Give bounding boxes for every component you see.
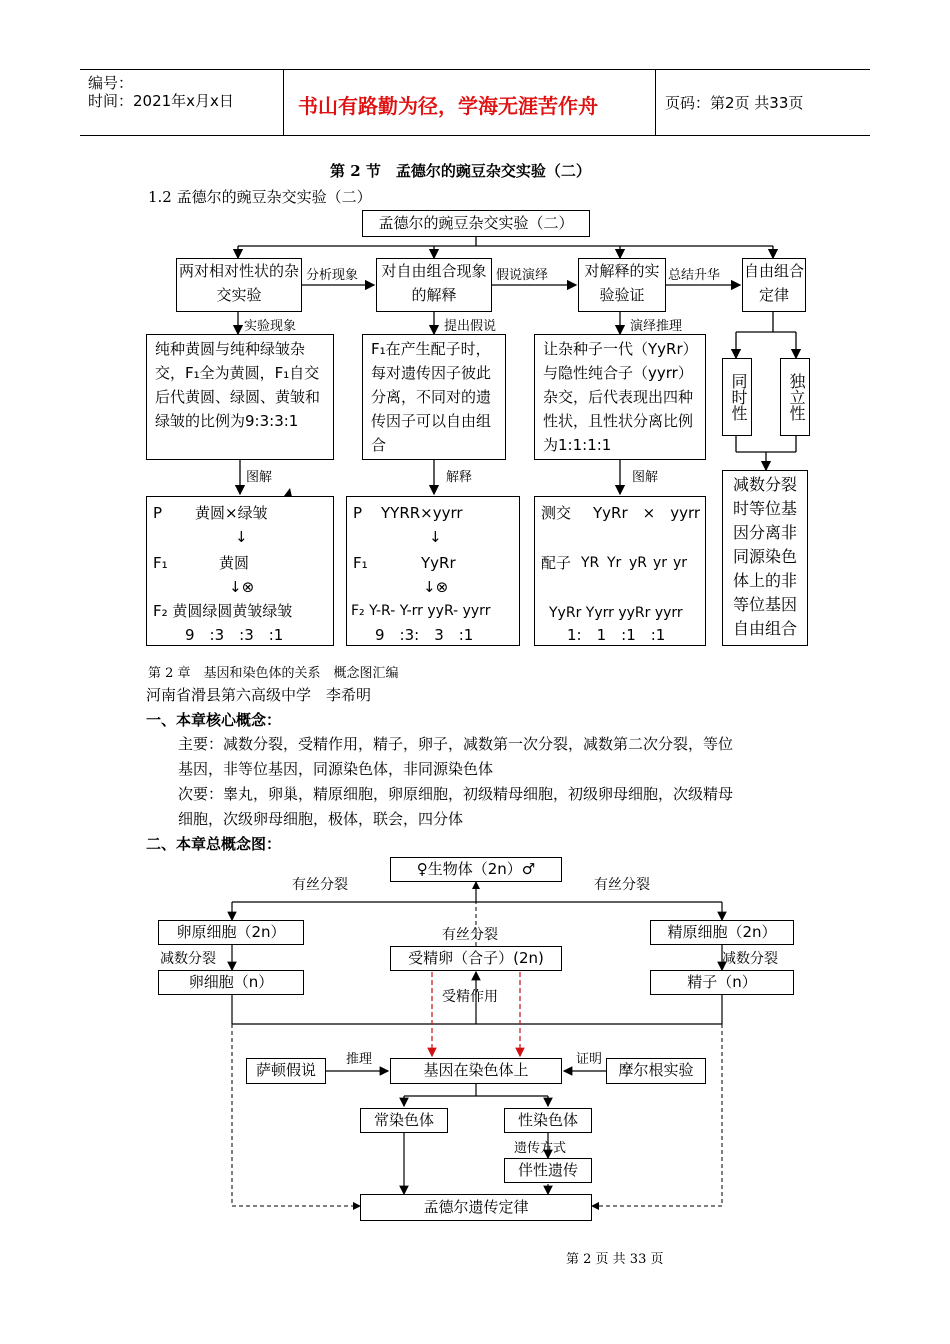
link-phenomenon: 实验现象: [244, 319, 297, 334]
cross1-parents: 黄圆×绿皱: [195, 504, 268, 522]
link-propose: 提出假说: [444, 319, 497, 334]
map2-sutton: 萨顿假说: [246, 1058, 326, 1084]
top-box-explanation: 对自由组合现象的解释: [376, 258, 492, 312]
cross2-arrow: ↓: [429, 528, 442, 546]
cross3-gamete-label: 配子: [541, 554, 572, 572]
cross1-ratio: 9 :3 :3 :1: [185, 626, 284, 644]
cross1-f2: F₂ 黄圆绿圆黄皱绿皱: [153, 602, 293, 620]
mid-box-hypothesis: F₁在产生配子时，每对遗传因子彼此分离，不同对的遗传因子可以自由组合: [362, 334, 506, 460]
map2-oogonium: 卵原细胞（2n）: [158, 920, 304, 945]
map2-genes-on-chromosomes: 基因在染色体上: [390, 1058, 562, 1084]
cross3-gamete-1: YR: [581, 555, 600, 571]
map2-spermatogonium: 精原细胞（2n）: [650, 920, 794, 945]
map2-connectors: [0, 840, 950, 1240]
cross3-gamete-2: Yr: [607, 555, 622, 571]
map2-reasoning: 推理: [346, 1052, 373, 1067]
law-sub-independence: 独立性: [780, 358, 810, 436]
cross3-gamete-3: yR: [629, 555, 648, 571]
map1-root: 孟德尔的豌豆杂交实验（二）: [362, 210, 590, 237]
link-deduce: 演绎推理: [630, 319, 683, 334]
cross1-f1: F₁: [153, 554, 168, 572]
cross-box-phenotype: [146, 496, 334, 646]
map2-inheritance-mode: 遗传方式: [514, 1141, 567, 1156]
map2-morgan: 摩尔根实验: [606, 1058, 706, 1084]
cross1-p: P: [153, 504, 163, 522]
page-label: 页码：第2页 共33页: [665, 94, 804, 112]
map2-mendel-law: 孟德尔遗传定律: [360, 1194, 592, 1221]
cross3-ratio: 1: 1 :1 :1: [567, 626, 666, 644]
cross2-f1: F₁: [353, 554, 368, 572]
law-sub-simultaneity: 同时性: [722, 358, 752, 436]
map2-fertilization: 受精作用: [442, 989, 498, 1005]
top-box-law: 自由组合定律: [742, 258, 806, 312]
cross3-label: 测交: [541, 504, 572, 522]
map2-sex-chromosome: 性染色体: [504, 1108, 592, 1133]
cross-box-testcross: [534, 496, 706, 646]
sub-concepts-line2: 细胞，次级卵母细胞，极体，联会，四分体: [178, 810, 464, 828]
cross2-f1-value: YyRr: [421, 554, 456, 572]
link-summarize: 总结升华: [668, 268, 721, 283]
cross3-gamete-4: yr: [653, 555, 668, 571]
map2-autosome: 常染色体: [360, 1108, 448, 1133]
map2-proof: 证明: [576, 1052, 603, 1067]
cross1-f1-value: 黄圆: [219, 554, 250, 572]
header-motto: 书山有路勤为径，学海无涯苦作舟: [298, 94, 598, 118]
main-concepts-line2: 基因，非等位基因，同源染色体，非同源染色体: [178, 760, 494, 778]
map2-egg: 卵细胞（n）: [158, 970, 304, 995]
heading-core-concepts: 一、本章核心概念：: [146, 711, 282, 729]
cross3-offspring: YyRr Yyrr yyRr yyrr: [549, 605, 683, 621]
law-description: 减数分裂时等位基因分离非同源染色体上的非等位基因自由组合: [722, 470, 808, 646]
link-diagram-1: 图解: [246, 470, 273, 485]
cross2-ratio: 9 :3: 3 :1: [375, 626, 474, 644]
map2-mitosis-left: 有丝分裂: [292, 877, 348, 893]
cross3-gamete-5: yr: [673, 555, 688, 571]
cross2-f2: F₂ Y-R- Y-rr yyR- yyrr: [351, 603, 491, 619]
link-explain: 解释: [446, 470, 473, 485]
heading-concept-map: 二、本章总概念图：: [146, 835, 282, 853]
cross1-self: ↓⊗: [229, 578, 255, 596]
main-concepts-line1: 主要：减数分裂，受精作用，精子，卵子，减数第一次分裂，减数第二次分裂，等位: [178, 735, 734, 753]
section-title: 第 2 节 孟德尔的豌豆杂交实验（二）: [330, 162, 591, 180]
map2-zygote: 受精卵（合子）(2n): [390, 946, 562, 971]
cross-box-genotype: [346, 496, 520, 646]
map2-mitosis-right: 有丝分裂: [594, 877, 650, 893]
map2-mitosis-mid: 有丝分裂: [442, 927, 498, 943]
map2-organism: ♀生物体（2n）♂: [390, 857, 562, 882]
cross2-self: ↓⊗: [423, 578, 449, 596]
cross1-arrow: ↓: [235, 528, 248, 546]
map2-sperm: 精子（n）: [650, 970, 794, 995]
doc-number-label: 编号：: [88, 74, 134, 92]
chapter-caption: 第 2 章 基因和染色体的关系 概念图汇编: [148, 666, 399, 681]
cross2-parents: YYRR×yyrr: [381, 504, 463, 522]
sub-concepts-line1: 次要：睾丸，卵巢，精原细胞，卵原细胞，初级精母细胞，初级卵母细胞，次级精母: [178, 785, 734, 803]
mid-box-phenomenon: 纯种黄圆与纯种绿皱杂交，F₁全为黄圆，F₁自交后代黄圆、绿圆、黄皱和绿皱的比例为9:3:3:1: [146, 334, 334, 460]
mid-box-testcross: 让杂种子一代（YyRr）与隐性纯合子（yyrr）杂交，后代表现出四种性状，且性状分离比例为1:1:1:1: [534, 334, 706, 460]
link-diagram-2: 图解: [632, 470, 659, 485]
link-analyze: 分析现象: [306, 268, 359, 283]
author-line: 河南省滑县第六高级中学 李希明: [146, 686, 372, 704]
map2-meiosis-left: 减数分裂: [160, 951, 216, 967]
link-hypothesis: 假说演绎: [496, 268, 549, 283]
cross2-p: P: [353, 504, 363, 522]
top-box-verification: 对解释的实验验证: [578, 258, 666, 312]
footer-page: 第 2 页 共 33 页: [566, 1252, 664, 1267]
section-subtitle: 1.2 孟德尔的豌豆杂交实验（二）: [148, 188, 372, 206]
map2-meiosis-right: 减数分裂: [722, 951, 778, 967]
map2-sex-linked: 伴性遗传: [504, 1158, 592, 1183]
doc-time-label: 时间：2021年x月x日: [88, 92, 234, 110]
top-box-two-traits: 两对相对性状的杂交实验: [176, 258, 302, 312]
cross3-parents: YyRr × yyrr: [593, 504, 701, 522]
